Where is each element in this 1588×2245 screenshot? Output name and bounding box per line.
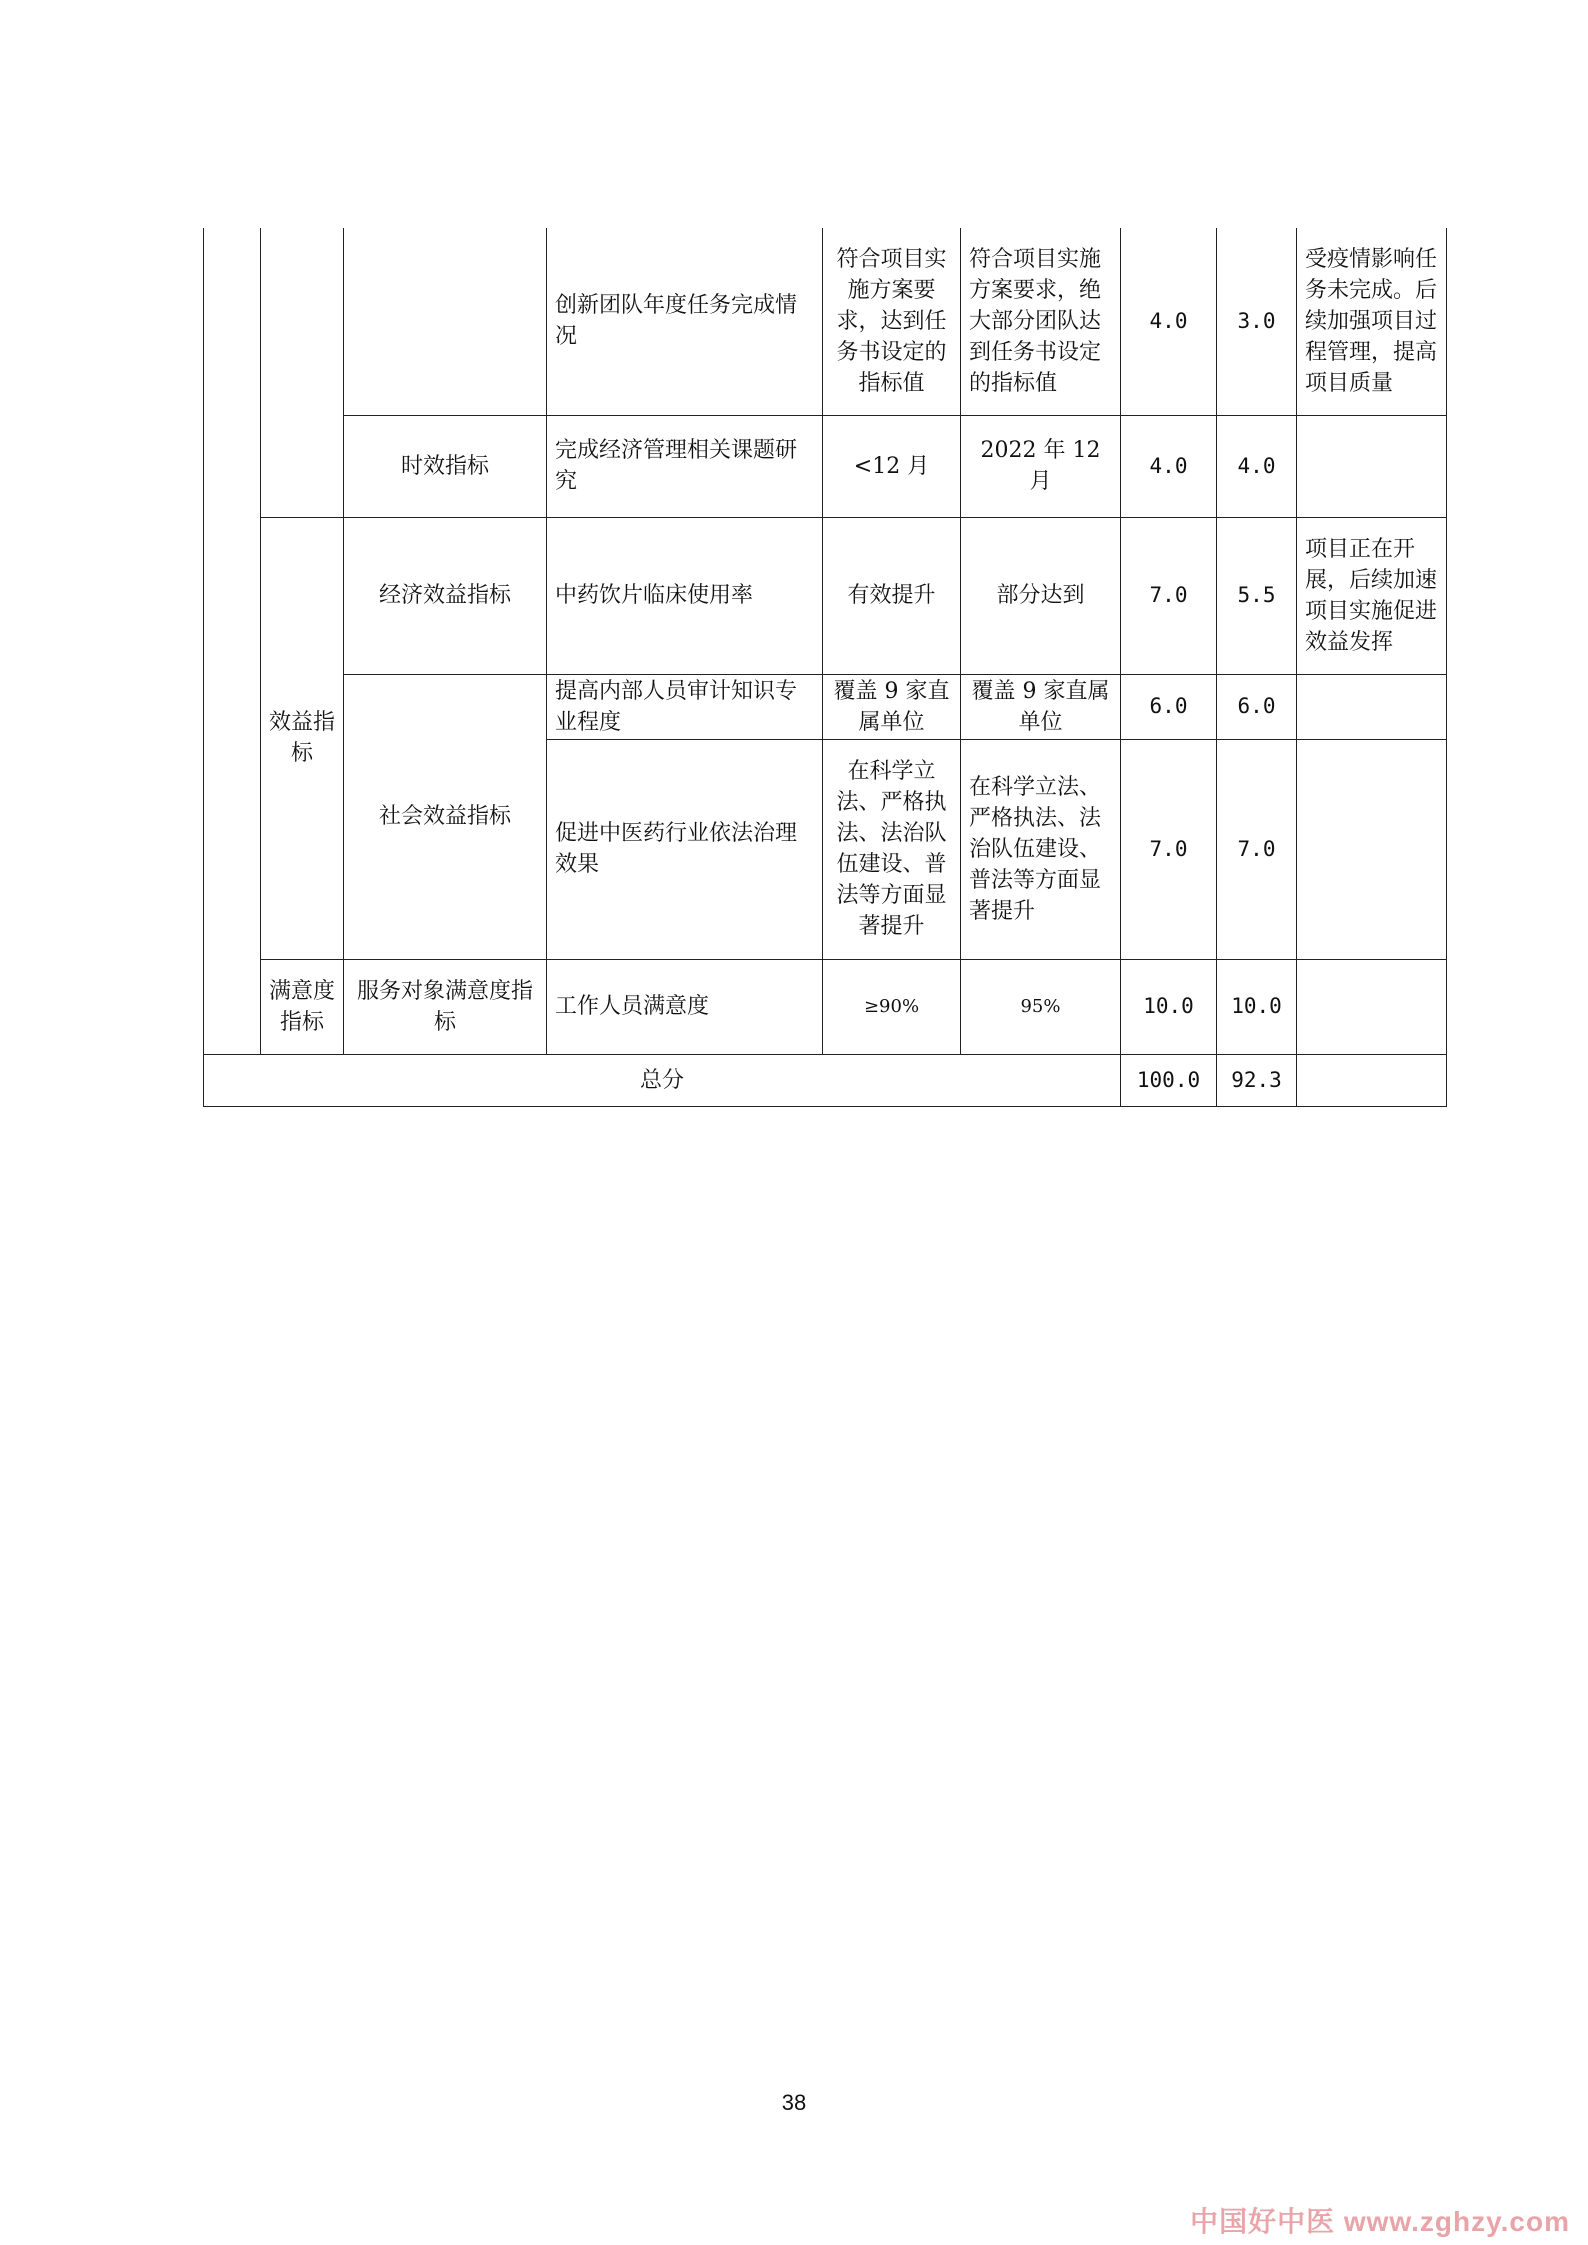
level2-cell-continued — [344, 228, 547, 415]
actual-value: 95% — [961, 959, 1121, 1054]
deduction-reason: 受疫情影响任务未完成。后续加强项目过程管理，提高项目质量 — [1297, 228, 1447, 415]
target-value: ≥90% — [823, 959, 961, 1054]
total-score: 92.3 — [1217, 1054, 1297, 1106]
level3-indicator: 提高内部人员审计知识专业程度 — [547, 674, 823, 739]
score-value: 10.0 — [1217, 959, 1297, 1054]
table-row — [204, 959, 1447, 1054]
score-value: 3.0 — [1217, 228, 1297, 415]
level2-indicator: 时效指标 — [344, 415, 547, 517]
level1-indicator: 效益指标 — [261, 517, 344, 959]
actual-value: 符合项目实施方案要求，绝大部分团队达到任务书设定的指标值 — [961, 228, 1121, 415]
actual-value: 在科学立法、严格执法、法治队伍建设、普法等方面显著提升 — [961, 739, 1121, 959]
target-value: 有效提升 — [823, 517, 961, 674]
level2-indicator: 社会效益指标 — [344, 674, 547, 959]
weight-value: 10.0 — [1121, 959, 1217, 1054]
actual-value: 部分达到 — [961, 517, 1121, 674]
level1-indicator: 满意度指标 — [261, 959, 344, 1054]
total-label: 总分 — [204, 1054, 1121, 1106]
table-row — [204, 674, 1447, 739]
level3-indicator: 完成经济管理相关课题研究 — [547, 415, 823, 517]
total-reason — [1297, 1054, 1447, 1106]
level1-cell-continued — [261, 228, 344, 517]
actual-value: 覆盖 9 家直属单位 — [961, 674, 1121, 739]
score-value: 7.0 — [1217, 739, 1297, 959]
weight-value: 4.0 — [1121, 415, 1217, 517]
level3-indicator: 促进中医药行业依法治理效果 — [547, 739, 823, 959]
deduction-reason: 项目正在开展，后续加速项目实施促进效益发挥 — [1297, 517, 1447, 674]
deduction-reason — [1297, 739, 1447, 959]
weight-value: 6.0 — [1121, 674, 1217, 739]
weight-value: 7.0 — [1121, 739, 1217, 959]
performance-evaluation-table — [203, 228, 1447, 1107]
weight-value: 4.0 — [1121, 228, 1217, 415]
table-row — [204, 228, 1447, 415]
score-value: 5.5 — [1217, 517, 1297, 674]
total-row — [204, 1054, 1447, 1106]
target-value: 符合项目实施方案要求，达到任务书设定的指标值 — [823, 228, 961, 415]
level2-indicator: 服务对象满意度指标 — [344, 959, 547, 1054]
deduction-reason — [1297, 959, 1447, 1054]
table-row — [204, 517, 1447, 674]
target-value: 在科学立法、严格执法、法治队伍建设、普法等方面显著提升 — [823, 739, 961, 959]
total-weight: 100.0 — [1121, 1054, 1217, 1106]
target-value: <12 月 — [823, 415, 961, 517]
level3-indicator: 创新团队年度任务完成情况 — [547, 228, 823, 415]
level3-indicator: 工作人员满意度 — [547, 959, 823, 1054]
page-number: 38 — [781, 2090, 807, 2115]
score-value: 4.0 — [1217, 415, 1297, 517]
target-value: 覆盖 9 家直属单位 — [823, 674, 961, 739]
weight-value: 7.0 — [1121, 517, 1217, 674]
primary-indicator-cell — [204, 228, 261, 1054]
score-value: 6.0 — [1217, 674, 1297, 739]
level3-indicator: 中药饮片临床使用率 — [547, 517, 823, 674]
table-row — [204, 415, 1447, 517]
deduction-reason — [1297, 674, 1447, 739]
deduction-reason — [1297, 415, 1447, 517]
site-watermark: 中国好中医 www.zghzy.com — [1190, 2206, 1570, 2237]
actual-value: 2022 年 12 月 — [961, 415, 1121, 517]
level2-indicator: 经济效益指标 — [344, 517, 547, 674]
